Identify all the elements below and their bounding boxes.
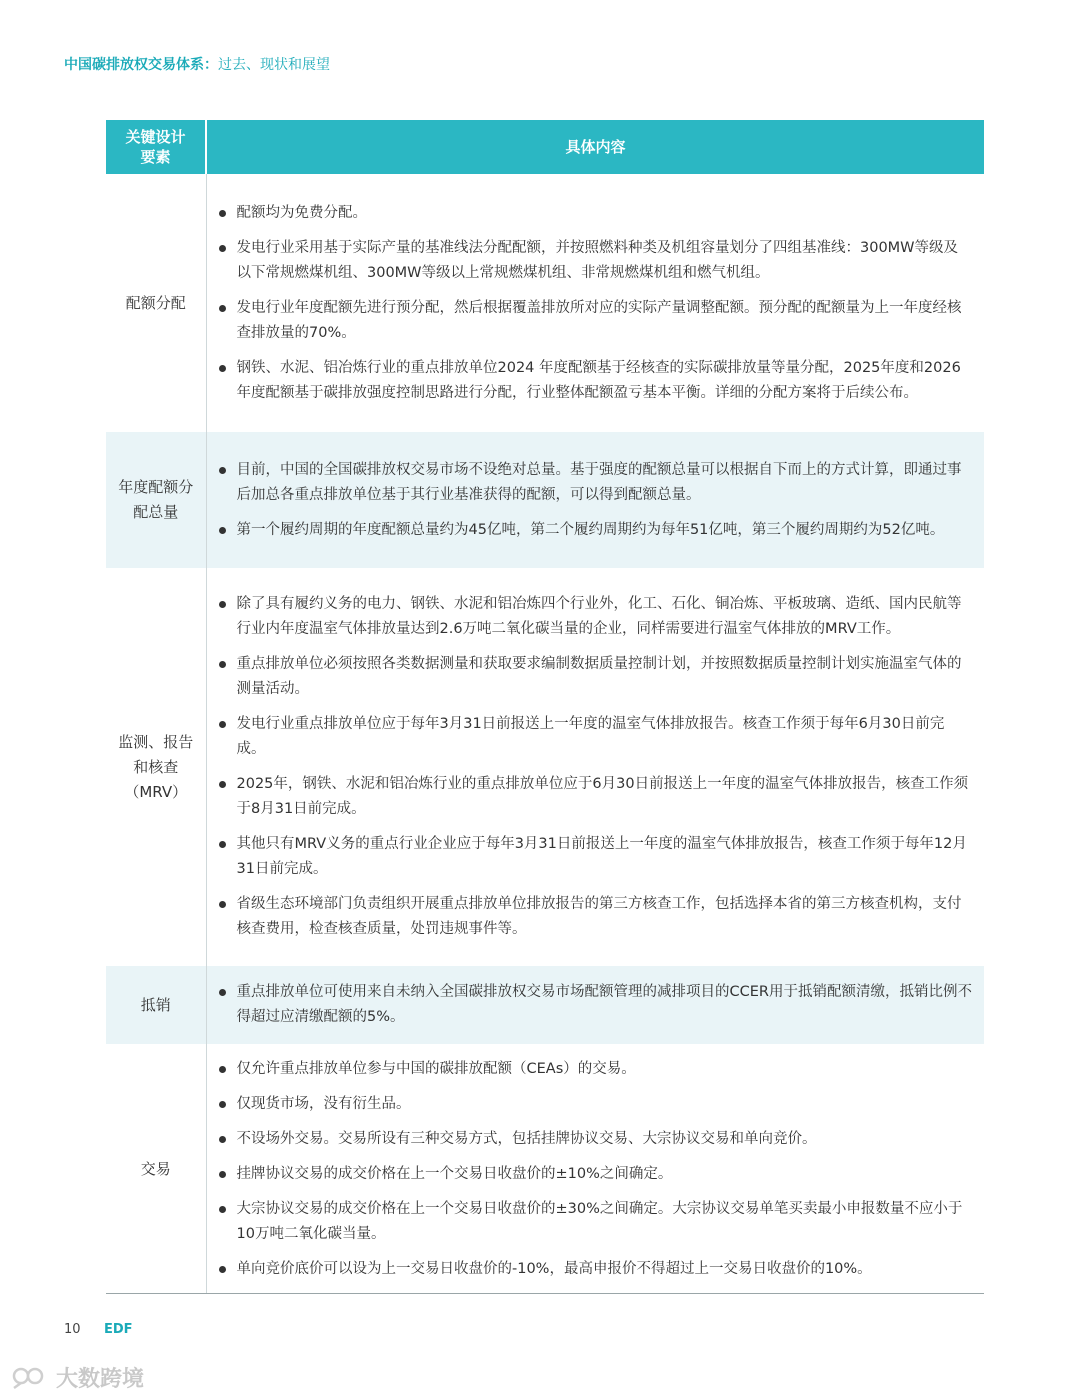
col-header-element <box>106 120 206 174</box>
table-row-offset <box>106 966 984 1044</box>
footer-brand: EDF <box>104 1322 133 1337</box>
bullet-item: 仅允许重点排放单位参与中国的碳排放配额（CEAs）的交易。 <box>237 1057 973 1082</box>
row-content <box>206 966 984 1044</box>
page-number: 10 <box>64 1322 81 1337</box>
table-row-allocation <box>106 174 984 432</box>
row-label <box>106 966 206 1044</box>
bullet-item: 钢铁、水泥、铝冶炼行业的重点排放单位2024 年度配额基于经核查的实际碳排放量等量分配，2025年度和2026年度配额基于碳排放强度控制思路进行分配，行业整体配额盈亏基本平衡。详细的分配方案将于后续公布。 <box>237 356 973 406</box>
bullet-item: 除了具有履约义务的电力、钢铁、水泥和铝冶炼四个行业外，化工、石化、铜冶炼、平板玻璃、造纸、国内民航等行业内年度温室气体排放量达到2.6万吨二氧化碳当量的企业，同样需要进行温室气体排放的MRV工作。 <box>237 592 973 642</box>
row-content <box>206 174 984 432</box>
row-label-line: 配额分配 <box>125 293 186 312</box>
row-label-line: 监测、报告 <box>118 732 194 751</box>
row-label <box>106 174 206 432</box>
bullet-item: 目前，中国的全国碳排放权交易市场不设绝对总量。基于强度的配额总量可以根据自下而上的方式计算，即通过事后加总各重点排放单位基于其行业基准获得的配额，可以得到配额总量。 <box>237 458 973 508</box>
bullet-item: 不设场外交易。交易所设有三种交易方式，包括挂牌协议交易、大宗协议交易和单向竞价。 <box>237 1127 973 1152</box>
watermark-logo-icon <box>10 1364 50 1392</box>
row-label-line: 配总量 <box>133 503 179 521</box>
bullet-item: 发电行业采用基于实际产量的基准线法分配配额，并按照燃料种类及机组容量划分了四组基准线：300MW等级及以下常规燃煤机组、300MW等级以上常规燃煤机组、非常规燃煤机组和燃气机组。 <box>237 236 973 286</box>
row-label-line: 抵销 <box>140 995 171 1014</box>
bullet-list <box>207 458 985 543</box>
bullet-item: 大宗协议交易的成交价格在上一个交易日收盘价的±30%之间确定。大宗协议交易单笔买卖最小申报数量不应小于10万吨二氧化碳当量。 <box>237 1197 973 1247</box>
design-elements-table <box>106 120 984 1294</box>
row-content <box>206 432 984 568</box>
bullet-list <box>207 980 985 1030</box>
running-title-rest: 过去、现状和展望 <box>218 57 330 73</box>
bullet-item: 发电行业重点排放单位应于每年3月31日前报送上一年度的温室气体排放报告。核查工作须于每年6月30日前完成。 <box>237 712 973 762</box>
col-header-content: 具体内容 <box>206 120 984 174</box>
table-row-trading <box>106 1044 984 1294</box>
row-content <box>206 568 984 966</box>
bullet-list <box>207 1057 985 1282</box>
row-label <box>106 568 206 966</box>
running-title-bold: 中国碳排放权交易体系： <box>64 57 218 73</box>
bullet-item: 省级生态环境部门负责组织开展重点排放单位排放报告的第三方核查工作，包括选择本省的第三方核查机构，支付核查费用，检查核查质量，处罚违规事件等。 <box>237 892 973 942</box>
bullet-item: 第一个履约周期的年度配额总量约为45亿吨，第二个履约周期约为每年51亿吨，第三个履约周期约为52亿吨。 <box>237 518 973 543</box>
bullet-item: 发电行业年度配额先进行预分配，然后根据覆盖排放所对应的实际产量调整配额。预分配的配额量为上一年度经核查排放量的70%。 <box>237 296 973 346</box>
bullet-item: 重点排放单位必须按照各类数据测量和获取要求编制数据质量控制计划，并按照数据质量控制计划实施温室气体的测量活动。 <box>237 652 973 702</box>
table-row-mrv <box>106 568 984 966</box>
row-label-line: 和核查 <box>133 757 179 776</box>
watermark-text: 大数跨境 <box>56 1367 145 1392</box>
col-header-element-line2: 要素 <box>140 148 171 166</box>
bullet-item: 单向竞价底价可以设为上一交易日收盘价的-10%，最高申报价不得超过上一交易日收盘价的10%。 <box>237 1257 973 1282</box>
bullet-item: 2025年，钢铁、水泥和铝冶炼行业的重点排放单位应于6月30日前报送上一年度的温室气体排放报告，核查工作须于8月31日前完成。 <box>237 772 973 822</box>
bullet-list <box>207 592 985 942</box>
bullet-item: 重点排放单位可使用来自未纳入全国碳排放权交易市场配额管理的减排项目的CCER用于抵销配额清缴，抵销比例不得超过应清缴配额的5%。 <box>237 980 973 1030</box>
bullet-list <box>207 201 985 406</box>
row-label-line: （MRV） <box>124 782 188 801</box>
bullet-item: 配额均为免费分配。 <box>237 201 973 226</box>
row-content <box>206 1044 984 1294</box>
table-body <box>106 174 984 1294</box>
bottom-rule <box>106 1293 984 1294</box>
running-title <box>64 54 330 74</box>
row-label-line: 年度配额分 <box>118 478 194 496</box>
watermark <box>10 1362 144 1393</box>
bullet-item: 其他只有MRV义务的重点行业企业应于每年3月31日前报送上一年度的温室气体排放报告，核查工作须于每年12月31日前完成。 <box>237 832 973 882</box>
bullet-item: 仅现货市场，没有衍生品。 <box>237 1092 973 1117</box>
row-label <box>106 1044 206 1294</box>
bullet-item: 挂牌协议交易的成交价格在上一个交易日收盘价的±10%之间确定。 <box>237 1162 973 1187</box>
col-header-element-line1: 关键设计 <box>125 128 186 146</box>
table-row-annual-cap <box>106 432 984 568</box>
table-header-row <box>106 120 984 174</box>
row-label <box>106 432 206 568</box>
row-label-line: 交易 <box>140 1159 171 1178</box>
